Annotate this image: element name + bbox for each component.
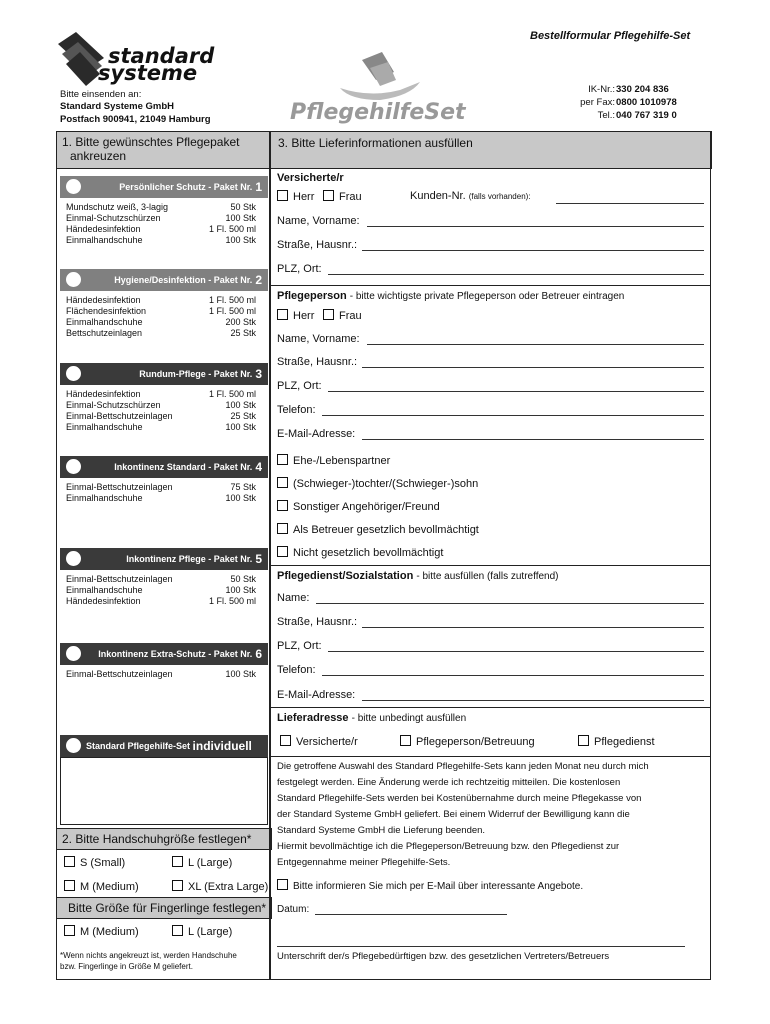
relation-option[interactable] — [277, 546, 443, 559]
section1-title-2: ankreuzen — [70, 149, 127, 163]
insured-frau[interactable] — [323, 190, 362, 203]
package-item-name: Einmalhandschuhe — [66, 585, 143, 595]
insured-street-label: Straße, Hausnr.: — [277, 239, 358, 251]
insured-name-label: Name, Vorname: — [277, 215, 360, 227]
contact-value: 0800 1010978 — [616, 97, 677, 108]
glove-s-label: S (Small) — [80, 857, 126, 869]
package-item-qty: 200 Stk — [225, 317, 256, 327]
delivery-option[interactable] — [578, 735, 655, 748]
kunden-nr-input[interactable] — [556, 203, 704, 204]
caregiver-street-label: Straße, Hausnr.: — [277, 356, 358, 368]
package-item-name: Händedesinfektion — [66, 596, 141, 606]
insured-street-input[interactable] — [362, 250, 704, 251]
package-item-qty: 25 Stk — [230, 411, 256, 421]
package-5-checkbox[interactable] — [66, 551, 81, 566]
section2-title: 2. Bitte Handschuhgröße festlegen* — [62, 832, 252, 846]
service-street-input[interactable] — [362, 627, 704, 628]
caregiver-subtitle: - bitte wichtigste private Pflegeperson oder Betreuer eintragen — [349, 291, 625, 302]
caregiver-plz-input[interactable] — [328, 391, 704, 392]
package-5-header[interactable] — [60, 548, 268, 570]
package-3-number: 3 — [255, 367, 262, 381]
brand-logo-text: PflegehilfeSet — [290, 100, 466, 125]
caregiver-name-label: Name, Vorname: — [277, 333, 360, 345]
caregiver-title: Pflegeperson — [277, 290, 347, 302]
finger-l[interactable] — [172, 925, 232, 938]
package-1-header[interactable] — [60, 176, 268, 198]
package-5-number: 5 — [255, 552, 262, 566]
package-item-name: Bettschutzeinlagen — [66, 328, 143, 338]
package-individual-header[interactable] — [60, 735, 268, 757]
signature-label: Unterschrift der/s Pflegebedürftigen bzw. des gesetzlichen Vertreters/Betreuers — [277, 951, 610, 962]
caregiver-frau[interactable] — [323, 309, 362, 322]
package-item-qty: 1 Fl. 500 ml — [208, 295, 256, 305]
package-item-name: Flächendesinfektion — [66, 306, 147, 316]
delivery-label: Pflegeperson/Betreuung — [416, 736, 535, 748]
package-item-qty: 1 Fl. 500 ml — [208, 306, 256, 316]
service-street-label: Straße, Hausnr.: — [277, 616, 358, 628]
package-item — [66, 422, 256, 432]
service-phone-input[interactable] — [322, 675, 704, 676]
caregiver-heading — [277, 290, 624, 302]
package-5-name: Inkontinenz Pflege - Paket Nr. — [126, 554, 253, 564]
delivery-option[interactable] — [280, 735, 358, 748]
caregiver-herr-checkbox[interactable] — [277, 309, 288, 320]
package-item — [66, 306, 256, 316]
package-6-name: Inkontinenz Extra-Schutz - Paket Nr. — [98, 649, 253, 659]
sendto-label: Bitte einsenden an: — [60, 89, 142, 100]
glove-m-checkbox[interactable] — [64, 880, 75, 891]
package-individual-label-big: individuell — [192, 739, 252, 753]
kunden-nr-text: Kunden-Nr. — [410, 190, 466, 202]
package-item-qty: 100 Stk — [225, 235, 256, 245]
caregiver-frau-checkbox[interactable] — [323, 309, 334, 320]
package-4-name: Inkontinenz Standard - Paket Nr. — [114, 462, 253, 472]
consent-text-line: der Standard Systeme GmbH geliefert. Bei einem Widerruf der Bewilligung kann die — [277, 809, 630, 820]
relation-checkbox[interactable] — [277, 500, 288, 511]
caregiver-frau-label: Frau — [339, 310, 362, 322]
package-item-name: Einmal-Bettschutzeinlagen — [66, 574, 173, 584]
relation-label: Ehe-/Lebenspartner — [293, 455, 391, 467]
package-item — [66, 493, 256, 503]
brand-logo — [290, 50, 480, 130]
relation-option[interactable] — [277, 500, 440, 513]
individual-textarea[interactable] — [60, 757, 268, 825]
package-1-number: 1 — [255, 180, 262, 194]
package-1-name: Persönlicher Schutz - Paket Nr. — [119, 182, 253, 192]
newsletter-option[interactable] — [277, 879, 583, 892]
contact-label: IK-Nr.: — [588, 84, 615, 95]
kunden-nr-small: (falls vorhanden): — [468, 192, 531, 201]
package-item-qty: 25 Stk — [230, 328, 256, 338]
package-item-qty: 100 Stk — [225, 422, 256, 432]
package-item-name: Einmal-Schutzschürzen — [66, 400, 161, 410]
company-logo — [56, 30, 226, 88]
caregiver-herr-label: Herr — [293, 310, 315, 322]
service-phone-label: Telefon: — [277, 664, 316, 676]
package-6-checkbox[interactable] — [66, 646, 81, 661]
divider — [270, 285, 711, 286]
delivery-title: Lieferadresse — [277, 712, 349, 724]
package-item-qty: 100 Stk — [225, 493, 256, 503]
package-item — [66, 317, 256, 327]
service-email-input[interactable] — [362, 700, 704, 701]
caregiver-herr[interactable] — [277, 309, 314, 322]
finger-m-label: M (Medium) — [80, 926, 139, 938]
glove-s[interactable] — [64, 856, 125, 869]
package-item — [66, 400, 256, 410]
package-individual-checkbox[interactable] — [66, 738, 81, 753]
package-item-name: Einmalhandschuhe — [66, 317, 143, 327]
package-item — [66, 596, 256, 606]
glove-xl[interactable] — [172, 880, 268, 893]
glove-m-label: M (Medium) — [80, 881, 139, 893]
relation-checkbox[interactable] — [277, 523, 288, 534]
service-plz-label: PLZ, Ort: — [277, 640, 322, 652]
relation-option[interactable] — [277, 477, 478, 490]
contact-label: per Fax: — [580, 97, 615, 108]
service-subtitle: - bitte ausfüllen (falls zutreffend) — [416, 571, 559, 582]
insured-plz-label: PLZ, Ort: — [277, 263, 322, 275]
package-4-number: 4 — [255, 460, 262, 474]
glove-l-label: L (Large) — [188, 857, 233, 869]
package-item-qty: 75 Stk — [230, 482, 256, 492]
insured-herr-checkbox[interactable] — [277, 190, 288, 201]
package-item — [66, 328, 256, 338]
package-item-qty: 1 Fl. 500 ml — [208, 389, 256, 399]
relation-label: (Schwieger-)tochter/(Schwieger-)sohn — [293, 478, 479, 490]
package-item — [66, 482, 256, 492]
relation-label: Als Betreuer gesetzlich bevollmächtigt — [293, 524, 479, 536]
consent-text-line: Die getroffene Auswahl des Standard Pflegehilfe-Sets kann jeden Monat neu durch mich — [277, 761, 649, 772]
finger-note-2: bzw. Fingerlinge in Größe M geliefert. — [60, 962, 193, 971]
package-6-number: 6 — [255, 647, 262, 661]
consent-text-line: Standard Pflegehilfe-Sets werden bei Kostenübernahme durch meine Pflegekasse von — [277, 793, 642, 804]
relation-checkbox[interactable] — [277, 454, 288, 465]
insured-herr[interactable] — [277, 190, 314, 203]
relation-checkbox[interactable] — [277, 477, 288, 488]
insured-title: Versicherte/r — [277, 172, 344, 184]
package-item-qty: 1 Fl. 500 ml — [208, 224, 256, 234]
delivery-checkbox[interactable] — [578, 735, 589, 746]
insured-name-input[interactable] — [367, 226, 704, 227]
consent-text-line: Standard Systeme GmbH die Lieferung beenden. — [277, 825, 486, 836]
datum-input[interactable] — [315, 914, 507, 915]
glove-l[interactable] — [172, 856, 232, 869]
relation-label: Nicht gesetzlich bevollmächtigt — [293, 547, 444, 559]
package-item-name: Händedesinfektion — [66, 389, 141, 399]
package-6-header[interactable] — [60, 643, 268, 665]
delivery-heading — [277, 712, 466, 724]
service-title: Pflegedienst/Sozialstation — [277, 570, 414, 582]
service-email-label: E-Mail-Adresse: — [277, 689, 356, 701]
package-item-name: Einmal-Schutzschürzen — [66, 213, 161, 223]
glove-l-checkbox[interactable] — [172, 856, 183, 867]
logo-text-1: standard — [108, 44, 215, 68]
package-item — [66, 574, 256, 584]
hands-icon — [290, 50, 480, 100]
caregiver-name-input[interactable] — [367, 344, 704, 345]
package-item — [66, 213, 256, 223]
caregiver-phone-input[interactable] — [322, 415, 704, 416]
contact-label: Tel.: — [597, 110, 615, 121]
package-item — [66, 669, 256, 679]
package-2-checkbox[interactable] — [66, 272, 81, 287]
company-address: Postfach 900941, 21049 Hamburg — [60, 114, 211, 125]
package-item-name: Einmal-Bettschutzeinlagen — [66, 482, 173, 492]
contact-value: 330 204 836 — [616, 84, 669, 95]
package-item-name: Einmal-Bettschutzeinlagen — [66, 411, 173, 421]
package-item — [66, 411, 256, 421]
package-item-qty: 50 Stk — [230, 574, 256, 584]
relation-option[interactable] — [277, 454, 390, 467]
finger-l-label: L (Large) — [188, 926, 233, 938]
company-name: Standard Systeme GmbH — [60, 101, 175, 112]
finger-note-1: *Wenn nichts angekreuzt ist, werden Handschuhe — [60, 951, 237, 960]
insured-herr-label: Herr — [293, 191, 315, 203]
section3-title: 3. Bitte Lieferinformationen ausfüllen — [278, 136, 473, 150]
delivery-label: Pflegedienst — [594, 736, 655, 748]
caregiver-plz-label: PLZ, Ort: — [277, 380, 322, 392]
contact-value: 040 767 319 0 — [616, 110, 677, 121]
package-item-qty: 1 Fl. 500 ml — [208, 596, 256, 606]
service-name-label: Name: — [277, 592, 310, 604]
section1-title: 1. Bitte gewünschtes Pflegepaket — [62, 135, 240, 149]
package-item-qty: 100 Stk — [225, 669, 256, 679]
package-item — [66, 224, 256, 234]
package-4-checkbox[interactable] — [66, 459, 81, 474]
package-individual-label: Standard Pflegehilfe-Set — [86, 741, 191, 751]
glove-xl-checkbox[interactable] — [172, 880, 183, 891]
package-4-header[interactable] — [60, 456, 268, 478]
kunden-nr-label — [410, 190, 531, 202]
glove-xl-label: XL (Extra Large) — [188, 881, 269, 893]
caregiver-street-input[interactable] — [362, 367, 704, 368]
package-3-checkbox[interactable] — [66, 366, 81, 381]
finger-l-checkbox[interactable] — [172, 925, 183, 936]
delivery-checkbox[interactable] — [280, 735, 291, 746]
logo-text-2: systeme — [98, 61, 198, 85]
package-item-name: Mundschutz weiß, 3-lagig — [66, 202, 169, 212]
delivery-option[interactable] — [400, 735, 535, 748]
package-item-qty: 100 Stk — [225, 213, 256, 223]
datum-label: Datum: — [277, 904, 310, 915]
package-2-header[interactable] — [60, 269, 268, 291]
insured-plz-input[interactable] — [328, 274, 704, 275]
package-item-name: Einmalhandschuhe — [66, 493, 143, 503]
package-item — [66, 585, 256, 595]
caregiver-phone-label: Telefon: — [277, 404, 316, 416]
insured-frau-label: Frau — [339, 191, 362, 203]
caregiver-email-input[interactable] — [362, 439, 704, 440]
newsletter-label: Bitte informieren Sie mich per E-Mail über interessante Angebote. — [293, 881, 584, 892]
consent-text-line: festgelegt werden. Eine Änderung werde ich rechtzeitig mitteilen. Die kostenlosen — [277, 777, 621, 788]
finger-m-checkbox[interactable] — [64, 925, 75, 936]
consent-text-line: Hiermit bevollmächtige ich die Pflegeperson/Betreuung bzw. den Pflegedienst zur — [277, 841, 620, 852]
package-item-name: Händedesinfektion — [66, 295, 141, 305]
consent-text-line: Entgegennahme meiner Pflegehilfe-Sets. — [277, 857, 451, 868]
package-1-checkbox[interactable] — [66, 179, 81, 194]
delivery-checkbox[interactable] — [400, 735, 411, 746]
insured-frau-checkbox[interactable] — [323, 190, 334, 201]
service-plz-input[interactable] — [328, 651, 704, 652]
package-item — [66, 235, 256, 245]
package-item — [66, 202, 256, 212]
divider — [270, 707, 711, 708]
newsletter-checkbox[interactable] — [277, 879, 288, 890]
finger-title: Bitte Größe für Fingerlinge festlegen* — [68, 901, 267, 915]
relation-label: Sonstiger Angehöriger/Freund — [293, 501, 440, 513]
signature-line[interactable] — [277, 946, 685, 947]
package-2-number: 2 — [255, 273, 262, 287]
package-item-qty: 100 Stk — [225, 585, 256, 595]
package-item-qty: 50 Stk — [230, 202, 256, 212]
divider — [270, 565, 711, 566]
relation-checkbox[interactable] — [277, 546, 288, 557]
package-item-name: Einmalhandschuhe — [66, 422, 143, 432]
service-heading — [277, 570, 558, 582]
finger-m[interactable] — [64, 925, 139, 938]
delivery-subtitle: - bitte unbedingt ausfüllen — [351, 713, 467, 724]
package-item-qty: 100 Stk — [225, 400, 256, 410]
service-name-input[interactable] — [316, 603, 704, 604]
form-title: Bestellformular Pflegehilfe-Set — [530, 30, 691, 42]
glove-m[interactable] — [64, 880, 139, 893]
caregiver-email-label: E-Mail-Adresse: — [277, 428, 356, 440]
package-item-name: Einmalhandschuhe — [66, 235, 143, 245]
package-item-name: Einmal-Bettschutzeinlagen — [66, 669, 173, 679]
relation-option[interactable] — [277, 523, 479, 536]
package-item — [66, 389, 256, 399]
glove-s-checkbox[interactable] — [64, 856, 75, 867]
delivery-label: Versicherte/r — [296, 736, 358, 748]
package-3-header[interactable] — [60, 363, 268, 385]
package-3-name: Rundum-Pflege - Paket Nr. — [139, 369, 253, 379]
package-item — [66, 295, 256, 305]
divider — [270, 756, 711, 757]
package-item-name: Händedesinfektion — [66, 224, 141, 234]
package-2-name: Hygiene/Desinfektion - Paket Nr. — [114, 275, 253, 285]
